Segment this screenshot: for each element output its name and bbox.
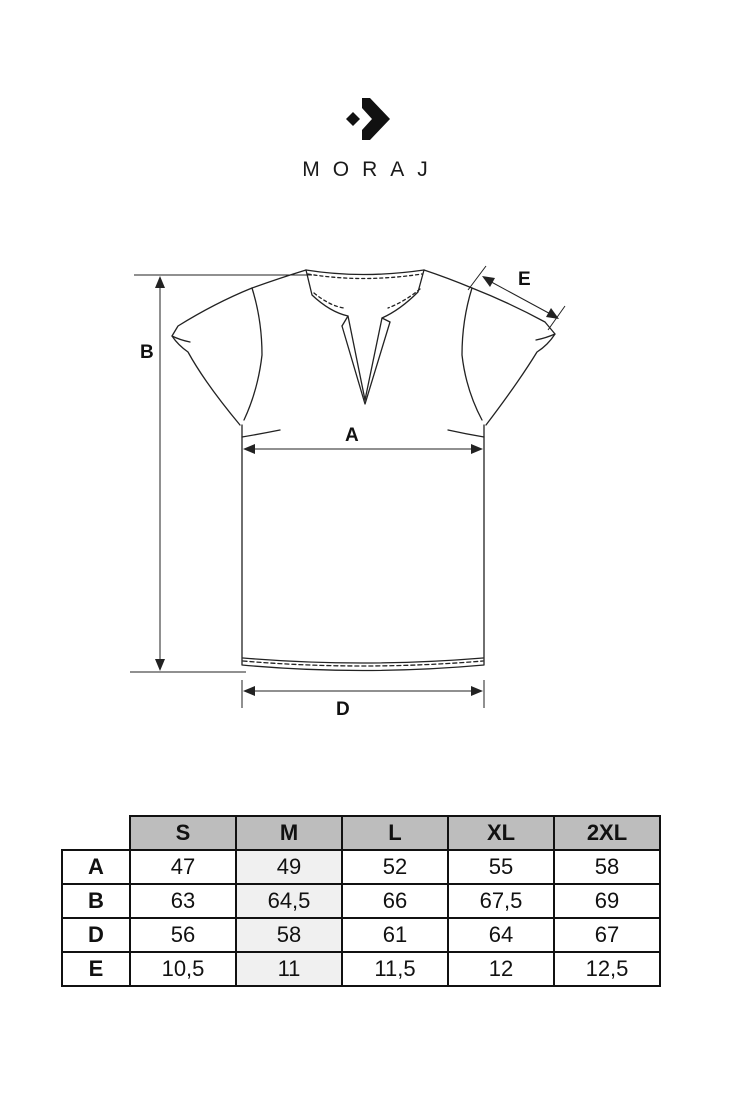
- table-cell: 11,5: [342, 952, 448, 986]
- table-cell: 47: [130, 850, 236, 884]
- size-header-s: S: [130, 816, 236, 850]
- table-cell: 12,5: [554, 952, 660, 986]
- row-label-e: E: [62, 952, 130, 986]
- table-cell: 55: [448, 850, 554, 884]
- table-row: [62, 884, 660, 918]
- garment-drawing: [0, 250, 730, 720]
- table-cell: 67: [554, 918, 660, 952]
- table-cell: 11: [236, 952, 342, 986]
- size-table-corner: [62, 816, 130, 850]
- table-row: [62, 850, 660, 884]
- arrow-diamond-logo-icon: [340, 92, 392, 144]
- size-header-l: L: [342, 816, 448, 850]
- table-cell: 58: [554, 850, 660, 884]
- size-table: [61, 815, 661, 987]
- garment-diagram: [0, 250, 730, 725]
- table-cell: 10,5: [130, 952, 236, 986]
- row-label-b: B: [62, 884, 130, 918]
- table-cell: 12: [448, 952, 554, 986]
- brand-name: MORAJ: [302, 158, 441, 181]
- size-header-xl: XL: [448, 816, 554, 850]
- table-cell: 69: [554, 884, 660, 918]
- table-cell: 63: [130, 884, 236, 918]
- size-table-header-row: [62, 816, 660, 850]
- table-cell: 61: [342, 918, 448, 952]
- table-cell: 64: [448, 918, 554, 952]
- size-header-2xl: 2XL: [554, 816, 660, 850]
- table-cell: 66: [342, 884, 448, 918]
- row-label-a: A: [62, 850, 130, 884]
- label-d: D: [336, 699, 350, 720]
- label-a: A: [345, 425, 359, 446]
- table-cell: 64,5: [236, 884, 342, 918]
- table-cell: 52: [342, 850, 448, 884]
- label-e: E: [518, 269, 531, 290]
- label-b: B: [140, 342, 154, 363]
- table-cell: 67,5: [448, 884, 554, 918]
- table-row: [62, 952, 660, 986]
- table-cell: 49: [236, 850, 342, 884]
- table-row: [62, 918, 660, 952]
- size-header-m: M: [236, 816, 342, 850]
- table-cell: 58: [236, 918, 342, 952]
- row-label-d: D: [62, 918, 130, 952]
- table-cell: 56: [130, 918, 236, 952]
